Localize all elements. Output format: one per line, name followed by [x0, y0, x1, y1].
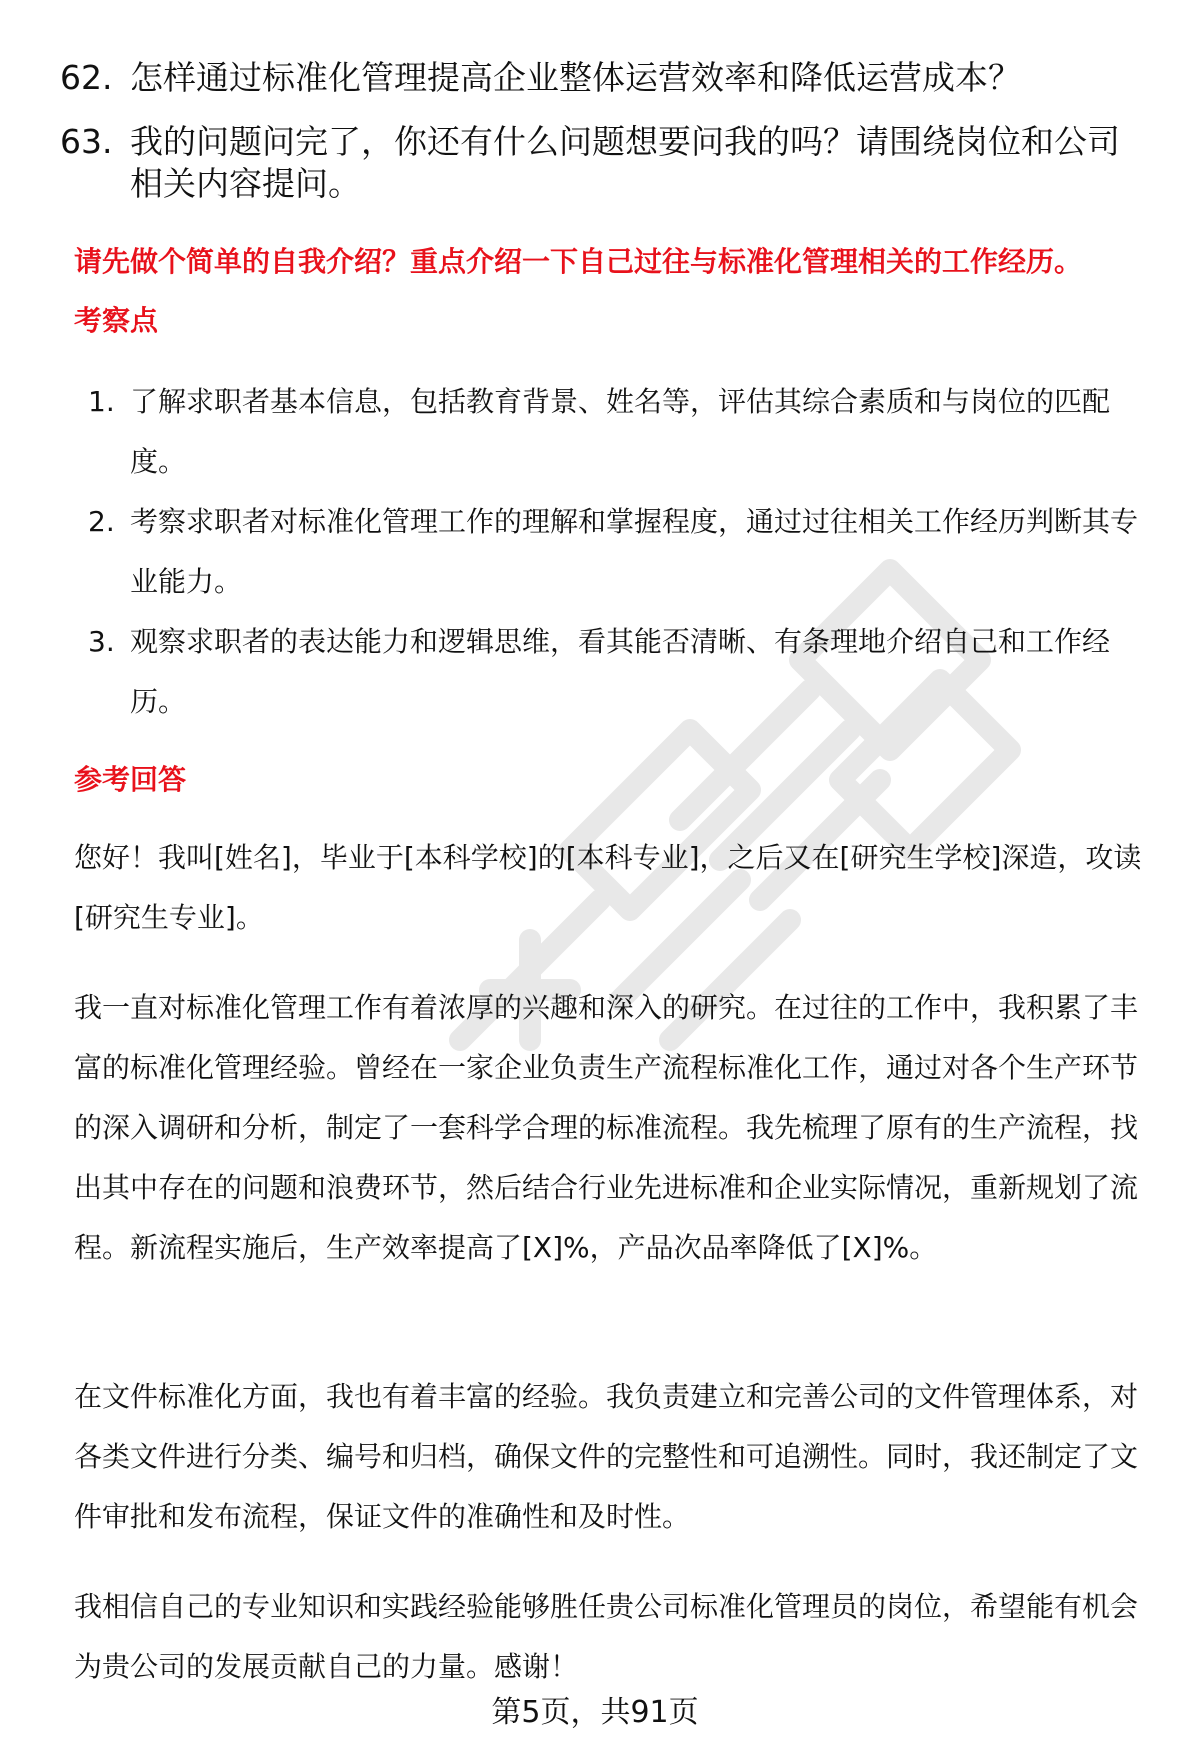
page-footer: 第5页，共91页 [491, 1695, 699, 1730]
answer-heading: 参考回答 [74, 763, 187, 796]
answer-paragraph: 我一直对标准化管理工作有着浓厚的兴趣和深入的研究。在过往的工作中，我积累了丰富的标准化管理经验。曾经在一家企业负责生产流程标准化工作，通过对各个生产环节的深入调研和分析，制定了一套科学合理的标准流程。我先梳理了原有的生产流程，找出其中存在的问题和浪费环节，然后结合行业先进标准和企业实际情况，重新规划了流程。新流程实施后，生产效率提高了[X]%，产品次品率降低了[X]%。 [74, 991, 1139, 1264]
list-item-text: 考察求职者对标准化管理工作的理解和掌握程度，通过过往相关工作经历判断其专业能力。 [130, 505, 1139, 598]
answer-paragraph: 我相信自己的专业知识和实践经验能够胜任贵公司标准化管理员的岗位，希望能有机会为贵公司的发展贡献自己的力量。感谢！ [74, 1590, 1139, 1683]
list-item [88, 612, 1158, 732]
interview-question-title: 请先做个简单的自我介绍？重点介绍一下自己过往与标准化管理相关的工作经历。 [74, 245, 1083, 278]
question-text: 怎样通过标准化管理提高企业整体运营效率和降低运营成本？ [130, 58, 1021, 97]
focus-heading: 考察点 [74, 304, 159, 337]
question-item-62 [60, 57, 1140, 99]
answer-paragraph: 您好！我叫[姓名]，毕业于[本科学校]的[本科专业]，之后又在[研究生学校]深造，攻读[研究生专业]。 [74, 841, 1142, 934]
question-number: 63. [60, 122, 113, 161]
list-item-number: 2. [88, 505, 115, 538]
answer-paragraph: 在文件标准化方面，我也有着丰富的经验。我负责建立和完善公司的文件管理体系，对各类文件进行分类、编号和归档，确保文件的完整性和可追溯性。同时，我还制定了文件审批和发布流程，保证文件的准确性和及时性。 [74, 1380, 1139, 1533]
question-item-63 [60, 121, 1140, 205]
list-item-text: 了解求职者基本信息，包括教育背景、姓名等，评估其综合素质和与岗位的匹配度。 [130, 385, 1111, 478]
list-item [88, 372, 1158, 492]
list-item [88, 492, 1158, 612]
list-item-text: 观察求职者的表达能力和逻辑思维，看其能否清晰、有条理地介绍自己和工作经历。 [130, 625, 1111, 718]
list-item-number: 3. [88, 625, 115, 658]
list-item-number: 1. [88, 385, 115, 418]
question-number: 62. [60, 58, 113, 97]
focus-list [88, 372, 1158, 732]
question-text: 我的问题问完了，你还有什么问题想要问我的吗？请围绕岗位和公司相关内容提问。 [130, 122, 1120, 203]
